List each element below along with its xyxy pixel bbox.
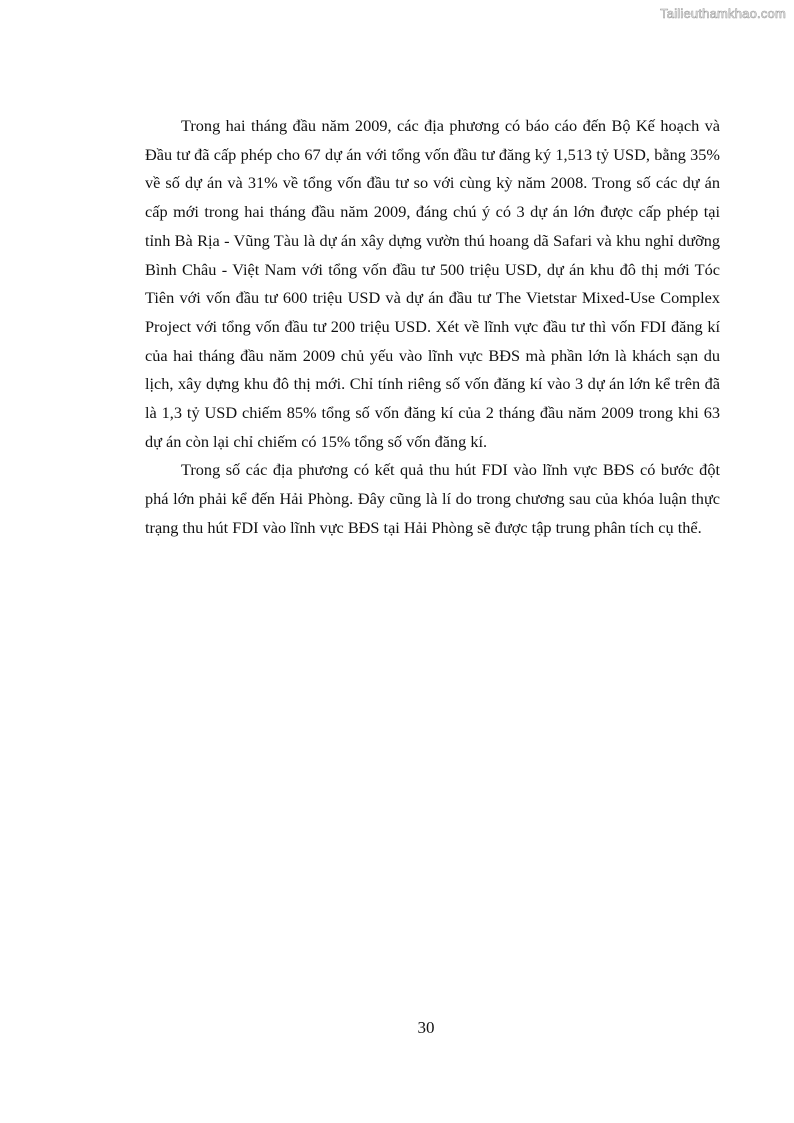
paragraph-hai-phong: Trong số các địa phương có kết quả thu hút FDI vào lĩnh vực BĐS có bước đột phá lớn phải kể đến Hải Phòng. Đây cũng là lí do trong chương sau của khóa luận thực trạng thu hút FDI vào lĩnh vực BĐS tại Hải Phòng sẽ được tập trung phân tích cụ thể. (145, 460, 720, 537)
paragraph-fdi-first-two-months-2009: Trong hai tháng đầu năm 2009, các địa phương có báo cáo đến Bộ Kế hoạch và Đầu tư đã cấp phép cho 67 dự án với tổng vốn đầu tư đăng ký 1,513 tỷ USD, bằng 35% về số dự án và 31% về tổng vốn đầu tư so với cùng kỳ năm 2008. Trong số các dự án cấp mới trong hai tháng đầu năm 2009, đáng chú ý có 3 dự án lớn được cấp phép tại tỉnh Bà Rịa - Vũng Tàu là dự án xây dựng vườn thú hoang dã Safari và khu nghỉ dưỡng Bình Châu - Việt Nam với tổng vốn đầu tư 500 triệu USD, dự án khu đô thị mới Tóc Tiên với vốn đầu tư 600 triệu USD và dự án đầu tư The Vietstar Mixed-Use Complex Project với tổng vốn đầu tư 200 triệu USD. Xét về lĩnh vực đầu tư thì vốn FDI đăng kí của hai tháng đầu năm 2009 chủ yếu vào lĩnh vực BĐS mà phần lớn là khách sạn du lịch, xây dựng khu đô thị mới. Chỉ tính riêng số vốn đăng kí vào 3 dự án lớn kể trên đã là 1,3 tỷ USD chiếm 85% tổng số vốn đăng kí của 2 tháng đầu năm 2009 trong khi 63 dự án còn lại chỉ chiếm có 15% tổng số vốn đăng kí. (145, 116, 720, 451)
page-number: 30 (417, 1018, 435, 1037)
watermark-text: Tailieuthamkhao.com (660, 6, 786, 21)
document-body (145, 112, 720, 543)
